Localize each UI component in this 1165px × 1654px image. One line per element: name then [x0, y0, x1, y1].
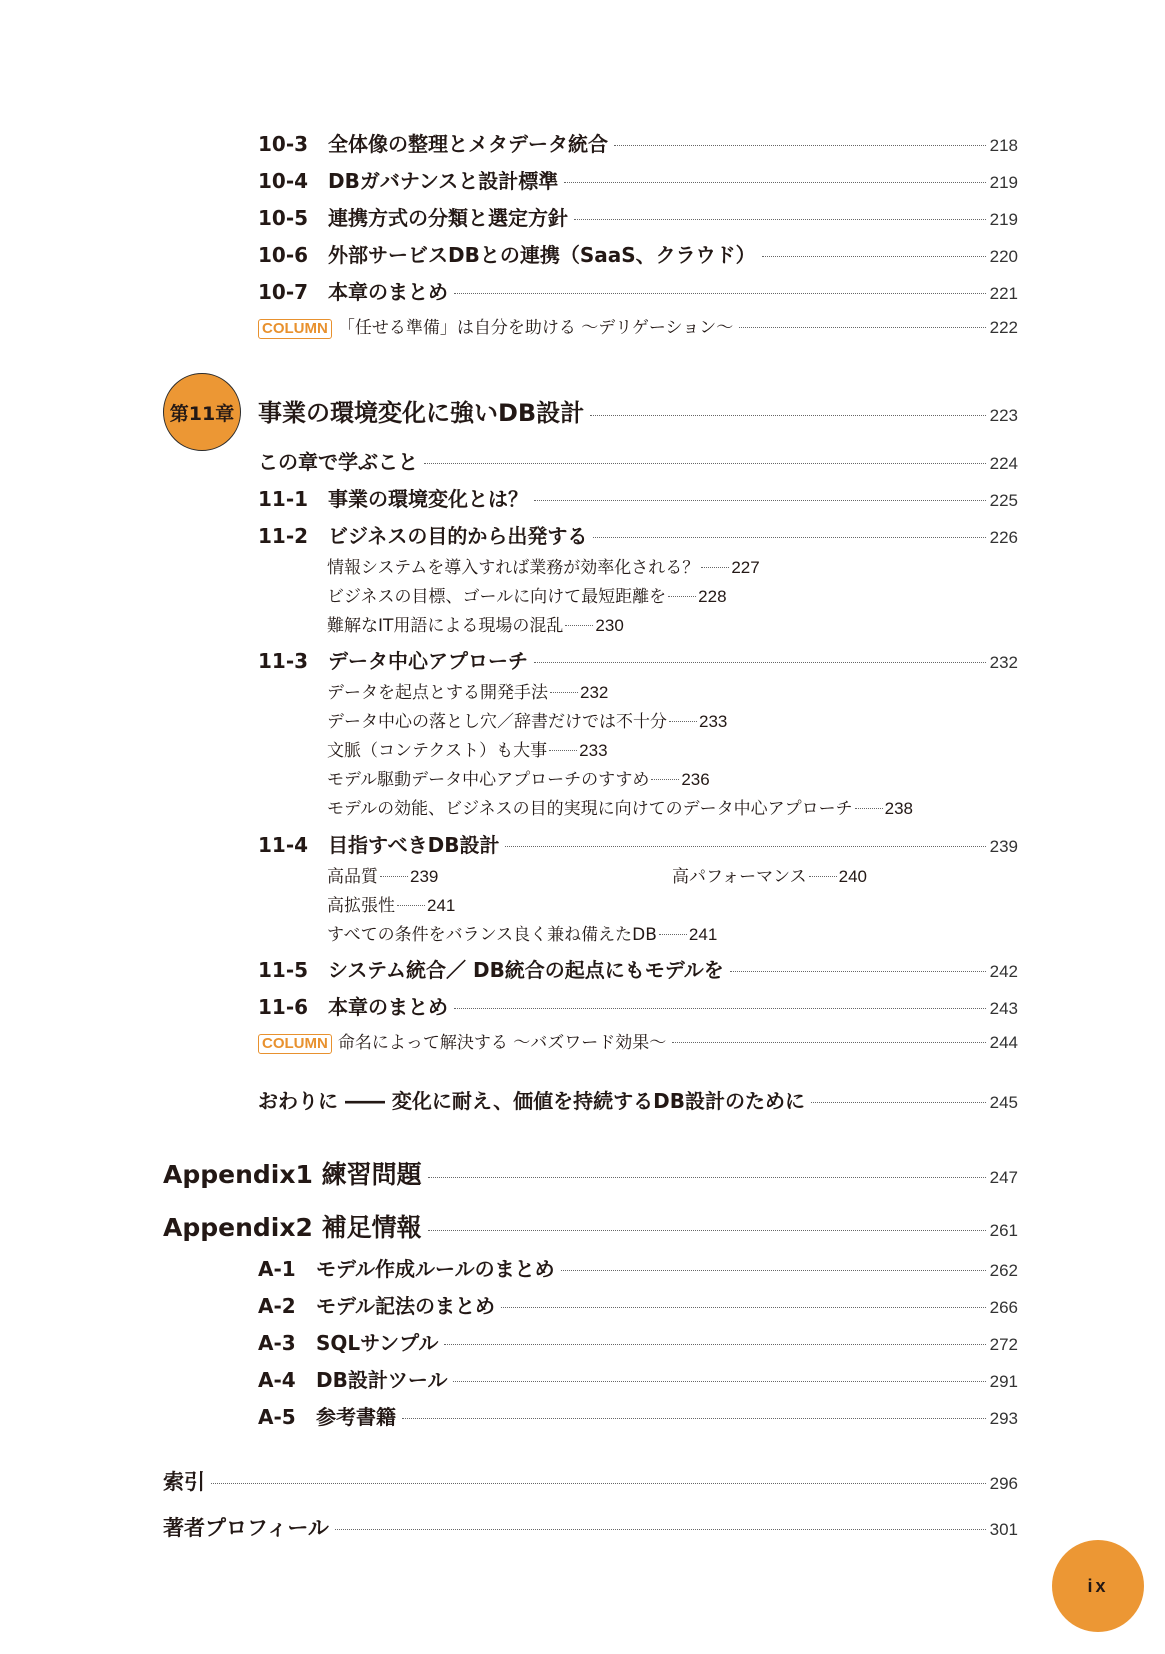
- chapter-badge: 第11章: [163, 373, 241, 451]
- toc-entry-11-5: [258, 954, 1018, 983]
- section-number: 10-6: [258, 243, 309, 267]
- dot-leader: [565, 625, 593, 626]
- page-ref: 219: [989, 173, 1018, 192]
- page-ref: 228: [698, 587, 727, 606]
- dot-leader: [534, 662, 986, 663]
- page-ref: 247: [989, 1168, 1018, 1187]
- section-number: 11-4: [258, 833, 309, 857]
- toc-entry-a-5: [258, 1401, 1018, 1430]
- section-title: モデル作成ルールのまとめ: [316, 1257, 555, 1281]
- page-ref: 241: [688, 925, 718, 944]
- section-number: A-4: [258, 1368, 296, 1392]
- dot-leader: [564, 182, 985, 183]
- dot-leader: [505, 846, 985, 847]
- dot-leader: [454, 293, 986, 294]
- subentry: [327, 862, 438, 887]
- page-number: ix: [1052, 1540, 1144, 1632]
- subentry-title: 難解なIT用語による現場の混乱: [327, 616, 564, 636]
- page-ref: 221: [989, 284, 1018, 303]
- dot-leader: [593, 537, 985, 538]
- toc-entry-10-4: [258, 165, 1018, 194]
- dot-leader: [672, 1042, 985, 1043]
- subentry-title: データ中心の落とし穴／辞書だけでは不十分: [327, 712, 667, 732]
- page-ref: 238: [884, 799, 914, 818]
- section-title: システム統合／ DB統合の起点にもモデルを: [328, 958, 724, 982]
- section-title: 全体像の整理とメタデータ統合: [328, 132, 608, 156]
- subentry: [327, 736, 608, 761]
- dot-leader: [809, 876, 837, 877]
- page-ref: 243: [989, 999, 1018, 1018]
- toc-entry-11-4: [258, 829, 1018, 858]
- page-ref: 272: [989, 1335, 1018, 1354]
- column-badge: COLUMN: [258, 319, 332, 339]
- page-ref: 245: [989, 1093, 1018, 1112]
- dot-leader: [762, 256, 986, 257]
- section-number: A-2: [258, 1294, 296, 1318]
- subentry-title: データを起点とする開発手法: [327, 683, 548, 703]
- page-ref: 239: [410, 867, 439, 886]
- section-title: 連携方式の分類と選定方針: [328, 206, 568, 230]
- dot-leader: [335, 1529, 986, 1530]
- dot-leader: [651, 779, 679, 780]
- section-title: おわりに ―― 変化に耐え、価値を持続するDB設計のために: [258, 1089, 805, 1113]
- section-number: A-5: [258, 1405, 296, 1429]
- dot-leader: [855, 808, 883, 809]
- appendix-title: Appendix1 練習問題: [163, 1160, 422, 1189]
- dot-leader: [549, 750, 577, 751]
- section-title: モデル記法のまとめ: [316, 1294, 495, 1318]
- section-number: 11-6: [258, 995, 309, 1019]
- page-ref: 239: [989, 837, 1018, 856]
- page-ref: 291: [989, 1372, 1018, 1391]
- chapter-11-heading: [258, 393, 1018, 428]
- column-badge: COLUMN: [258, 1034, 332, 1054]
- dot-leader: [614, 145, 986, 146]
- section-title: SQLサンプル: [316, 1331, 439, 1355]
- page-ref: 296: [989, 1474, 1018, 1493]
- toc-entry-11-1: [258, 483, 1018, 512]
- toc-entry-a-3: [258, 1327, 1018, 1356]
- dot-leader: [590, 415, 985, 416]
- dot-leader: [453, 1381, 985, 1382]
- page-ref: 232: [580, 683, 609, 702]
- section-number: A-3: [258, 1331, 296, 1355]
- page-ref: 222: [989, 318, 1018, 337]
- toc-appendix-1: [163, 1155, 1018, 1191]
- toc-entry-10-7: [258, 276, 1018, 305]
- section-number: 11-1: [258, 487, 309, 511]
- toc-column-2: [258, 1028, 1018, 1054]
- subentry-title: すべての条件をバランス良く兼ね備えたDB: [327, 925, 657, 945]
- page-ref: 220: [989, 247, 1018, 266]
- dot-leader: [534, 500, 986, 501]
- section-title: 本章のまとめ: [328, 995, 448, 1019]
- dot-leader: [739, 327, 985, 328]
- section-title: 著者プロフィール: [163, 1516, 329, 1540]
- page-ref: 226: [989, 528, 1018, 547]
- page-ref: 219: [989, 210, 1018, 229]
- appendix-title: Appendix2 補足情報: [163, 1213, 422, 1242]
- section-number: 11-3: [258, 649, 309, 673]
- section-title: DBガバナンスと設計標準: [328, 169, 559, 193]
- page-ref: 266: [989, 1298, 1018, 1317]
- subentry: [327, 582, 727, 607]
- subentry: [327, 920, 717, 945]
- toc-entry-a-2: [258, 1290, 1018, 1319]
- subentry: [327, 611, 624, 636]
- subentry-title: 高品質: [327, 867, 378, 887]
- subentry-title: 情報システムを導入すれば業務が効率化される？: [327, 558, 700, 578]
- subentry-title: 高拡張性: [327, 896, 395, 916]
- toc-entry-10-5: [258, 202, 1018, 231]
- section-title: 索引: [163, 1470, 205, 1494]
- subentry: [672, 862, 867, 887]
- page-ref: 262: [989, 1261, 1018, 1280]
- page-ref: 225: [989, 491, 1018, 510]
- subentry-title: 高パフォーマンス: [672, 867, 807, 887]
- subentry-title: ビジネスの目標、ゴールに向けて最短距離を: [327, 587, 667, 607]
- subentry: [327, 553, 760, 578]
- page-ref: 241: [427, 896, 456, 915]
- section-number: 11-5: [258, 958, 309, 982]
- section-number: 10-5: [258, 206, 309, 230]
- column-title: 命名によって解決する 〜バズワード効果〜: [337, 1033, 667, 1053]
- section-title: ビジネスの目的から出発する: [328, 524, 588, 548]
- toc-entry-10-3: [258, 128, 1018, 157]
- section-title: 参考書籍: [316, 1405, 396, 1429]
- section-title: 外部サービスDBとの連携（SaaS、クラウド）: [328, 243, 756, 267]
- page-ref: 301: [989, 1520, 1018, 1539]
- dot-leader: [211, 1483, 986, 1484]
- dot-leader: [428, 1230, 986, 1231]
- dot-leader: [501, 1307, 986, 1308]
- dot-leader: [811, 1102, 986, 1103]
- dot-leader: [402, 1418, 986, 1419]
- dot-leader: [669, 721, 697, 722]
- page-ref: 230: [595, 616, 624, 635]
- page-ref: 240: [838, 867, 868, 886]
- toc-entry-11-2: [258, 520, 1018, 549]
- section-title: 事業の環境変化とは？: [328, 487, 528, 511]
- toc-entry-11-6: [258, 991, 1018, 1020]
- dot-leader: [397, 905, 425, 906]
- subentry-title: モデルの効能、ビジネスの目的実現に向けてのデータ中心アプローチ: [327, 799, 853, 819]
- section-title: 本章のまとめ: [328, 280, 448, 304]
- dot-leader: [668, 596, 696, 597]
- section-number: 11-2: [258, 524, 309, 548]
- section-number: A-1: [258, 1257, 296, 1281]
- toc-column-1: [258, 313, 1018, 339]
- subentry: [327, 891, 455, 916]
- subentry: [327, 707, 727, 732]
- page-ref: 223: [989, 406, 1018, 425]
- dot-leader: [730, 971, 986, 972]
- subentry: [327, 678, 608, 703]
- page-ref: 227: [731, 558, 760, 577]
- dot-leader: [380, 876, 408, 877]
- page-ref: 218: [989, 136, 1018, 155]
- toc-entry-learn: [258, 446, 1018, 475]
- section-title: 目指すべきDB設計: [328, 833, 500, 857]
- page-ref: 224: [989, 454, 1018, 473]
- section-title: データ中心アプローチ: [328, 649, 528, 673]
- toc-index: [163, 1466, 1018, 1496]
- column-title: 「任せる準備」は自分を助ける 〜デリゲーション〜: [337, 318, 734, 338]
- dot-leader: [574, 219, 986, 220]
- toc-entry-owari: [258, 1085, 1018, 1114]
- page-ref: 233: [579, 741, 608, 760]
- page-ref: 293: [989, 1409, 1018, 1428]
- dot-leader: [659, 934, 687, 935]
- page-ref: 242: [989, 962, 1018, 981]
- toc-appendix-2: [163, 1208, 1018, 1244]
- page-ref: 244: [989, 1033, 1018, 1052]
- subentry: [327, 794, 913, 819]
- dot-leader: [561, 1270, 986, 1271]
- section-number: 10-4: [258, 169, 309, 193]
- chapter-title: 事業の環境変化に強いDB設計: [258, 399, 585, 427]
- toc-entry-a-1: [258, 1253, 1018, 1282]
- page-ref: 261: [989, 1221, 1018, 1240]
- dot-leader: [424, 463, 986, 464]
- page-ref: 233: [699, 712, 728, 731]
- dot-leader: [550, 692, 578, 693]
- toc-entry-a-4: [258, 1364, 1018, 1393]
- toc-entry-11-3: [258, 645, 1018, 674]
- section-title: この章で学ぶこと: [258, 450, 418, 474]
- section-number: 10-3: [258, 132, 309, 156]
- toc-entry-10-6: [258, 239, 1018, 268]
- section-title: DB設計ツール: [316, 1368, 448, 1392]
- dot-leader: [444, 1344, 985, 1345]
- subentry-title: モデル駆動データ中心アプローチのすすめ: [327, 770, 650, 790]
- dot-leader: [428, 1177, 986, 1178]
- subentry: [327, 765, 710, 790]
- page-ref: 232: [989, 653, 1018, 672]
- dot-leader: [454, 1008, 986, 1009]
- dot-leader: [701, 567, 729, 568]
- section-number: 10-7: [258, 280, 309, 304]
- subentry-title: 文脈（コンテクスト）も大事: [327, 741, 548, 761]
- page-ref: 236: [681, 770, 710, 789]
- toc-author: [163, 1512, 1018, 1542]
